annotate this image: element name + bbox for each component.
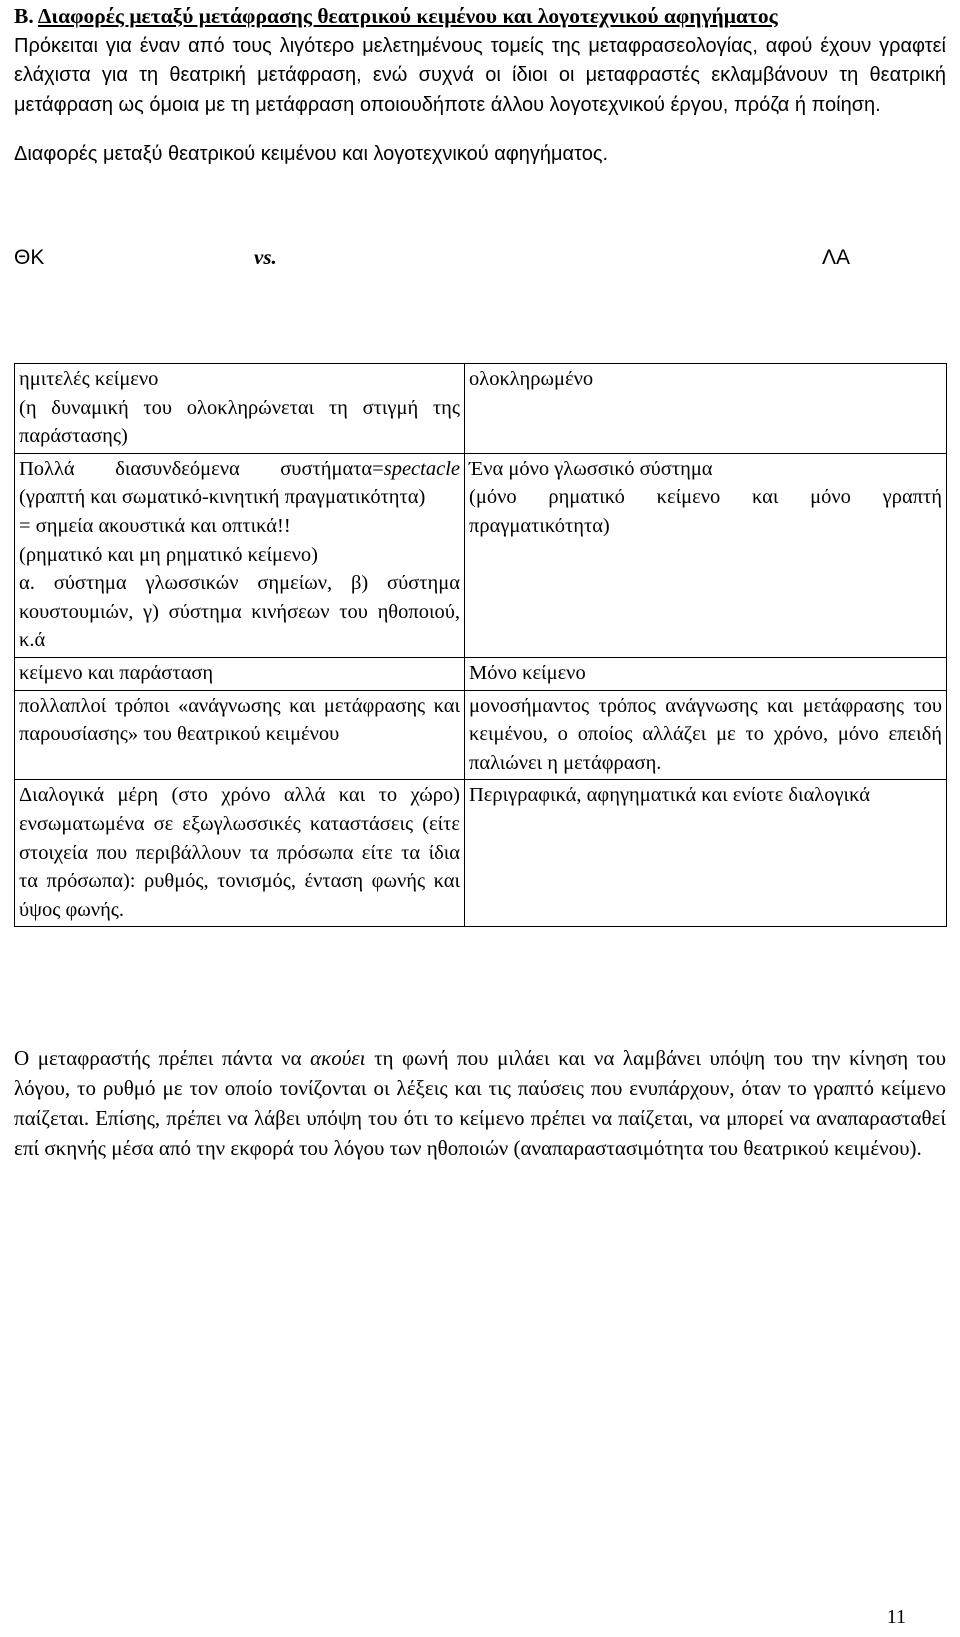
closing-emphasis: ακούει xyxy=(310,1046,366,1070)
section-number: Β. xyxy=(14,4,34,28)
table-cell-left xyxy=(15,780,465,927)
comparison-table xyxy=(14,363,947,927)
table-cell-right xyxy=(465,453,947,657)
table-row xyxy=(15,690,947,780)
cell-line: Διαλογικά μέρη (στο χρόνο αλλά και το χώρο) ενσωματωμένα σε εξωγλωσσικές καταστάσεις (είτε στοιχεία που περιβάλλουν τα πρόσωπα είτε τα ίδια τα πρόσωπα): ρυθμός, τονισμός, ένταση φωνής και ύψος φωνής. xyxy=(19,784,460,921)
table-cell-left xyxy=(15,690,465,780)
cell-line: α. σύστημα γλωσσικών σημείων, β) σύστημα κουστουμιών, γ) σύστημα κινήσεων του ηθοποιού, κ.ά xyxy=(19,572,460,652)
closing-text: τη φωνή που μιλάει και να λαμβάνει υπόψη του την κίνηση του λόγου, το ρυθμό με τον οποίο τονίζονται οι λέξεις και τις παύσεις που ενυπάρχουν, όταν το γραπτό κείμενο παίζεται. Επίσης, πρέπει να λάβει υπόψη του ότι το κείμενο πρέπει να παίζεται, να μπορεί να αναπαρασταθεί επί σκηνής μέσα από την εκφορά του λόγου των ηθοποιών (αναπαραστασιμότητα του θεατρικού κειμένου). xyxy=(14,1046,946,1160)
table-row xyxy=(15,453,947,657)
table-cell-right xyxy=(465,657,947,690)
section-heading xyxy=(14,2,946,32)
cell-line: ημιτελές κείμενο xyxy=(19,368,159,390)
cell-emphasis: spectacle xyxy=(383,457,460,480)
table-row xyxy=(15,780,947,927)
cell-line: Μόνο κείμενο xyxy=(469,661,586,684)
table-row xyxy=(15,364,947,454)
table-row xyxy=(15,657,947,690)
cell-line: (η δυναμική του ολοκληρώνεται τη στιγμή της παράστασης) xyxy=(19,396,460,448)
versus-right: ΛΑ xyxy=(822,245,851,269)
cell-text: (γραπτή και σωματικό-κινητική πραγματικότητα) xyxy=(19,486,426,509)
cell-line: ολοκληρωμένο xyxy=(469,368,594,390)
table-cell-right xyxy=(465,690,947,780)
table-cell-left xyxy=(15,364,465,454)
versus-left: ΘΚ xyxy=(14,245,45,269)
versus-line xyxy=(14,243,946,273)
table-cell-right xyxy=(465,780,947,927)
cell-line: κείμενο και παράσταση xyxy=(19,661,214,684)
cell-line: = σημεία ακουστικά και οπτικά!! xyxy=(19,514,291,537)
cell-line: μονοσήμαντος τρόπος ανάγνωσης και μετάφρασης του κειμένου, ο οποίος αλλάζει με το χρόνο, μόνο επειδή παλιώνει η μετάφραση. xyxy=(469,694,942,774)
section-title: Διαφορές μεταξύ μετάφρασης θεατρικού κειμένου και λογοτεχνικού αφηγήματος xyxy=(37,4,778,28)
subheading: Διαφορές μεταξύ θεατρικού κειμένου και λογοτεχνικού αφηγήματος. xyxy=(14,143,609,165)
cell-line: Περιγραφικά, αφηγηματικά και ενίοτε διαλογικά xyxy=(469,784,870,807)
cell-text: Πολλά διασυνδεόμενα συστήματα= xyxy=(19,457,384,480)
document-page xyxy=(14,0,946,273)
cell-line xyxy=(19,455,460,512)
intro-paragraph: Πρόκειται για έναν από τους λιγότερο μελετημένους τομείς της μεταφρασεολογίας, αφού έχουν γραφτεί ελάχιστα για τη θεατρική μετάφραση, ενώ συχνά οι ίδιοι οι μεταφραστές εκλαμβάνουν τη θεατρική μετάφραση ως όμοια με τη μετάφραση οποιουδήποτε άλλου λογοτεχνικού έργου, πρόζα ή ποίηση. xyxy=(14,34,946,116)
closing-text: Ο μεταφραστής πρέπει πάντα να xyxy=(14,1046,311,1070)
page-number: 11 xyxy=(886,1606,906,1628)
cell-line: Ένα μόνο γλωσσικό σύστημα xyxy=(469,457,713,480)
cell-line: πολλαπλοί τρόποι «ανάγνωσης και μετάφρασης και παρουσίασης» του θεατρικού κειμένου xyxy=(19,694,460,746)
cell-line: (ρηματικό και μη ρηματικό κείμενο) xyxy=(19,543,318,566)
cell-line: (μόνο ρηματικό κείμενο και μόνο γραπτή πραγματικότητα) xyxy=(469,486,942,537)
versus-middle: vs. xyxy=(254,244,277,269)
table-cell-right xyxy=(465,364,947,454)
table-cell-left xyxy=(15,453,465,657)
table-cell-left xyxy=(15,657,465,690)
closing-paragraph xyxy=(14,1043,946,1163)
